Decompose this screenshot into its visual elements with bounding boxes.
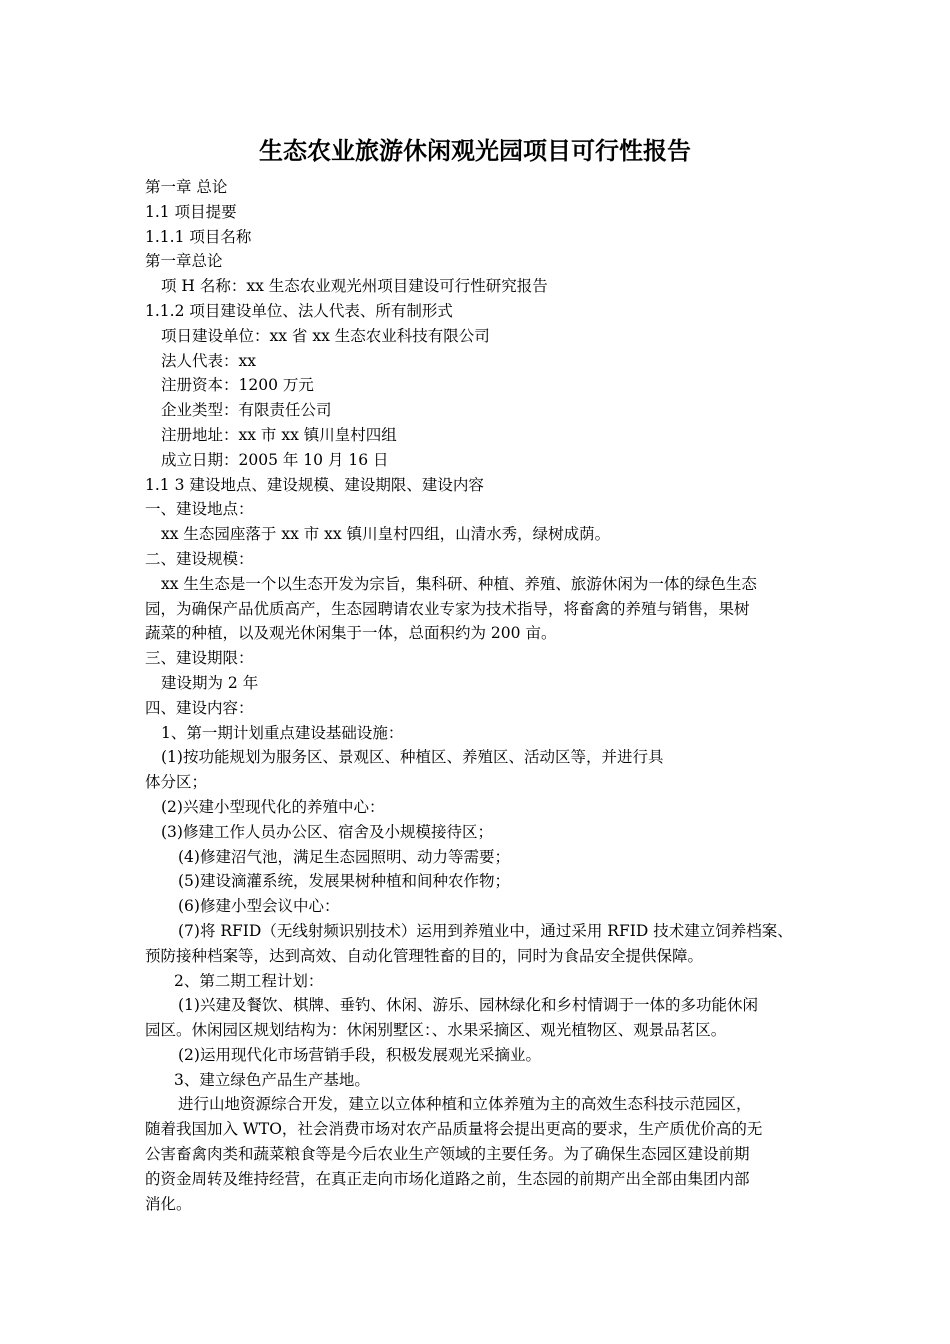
list-heading: 3、建立绿色产品生产基地。 xyxy=(174,1070,370,1089)
paragraph-line: xx 生生态是一个以生态开发为宗旨，集科研、种植、养殖、旅游休闲为一体的绿色生态 xyxy=(161,574,757,593)
subsection-heading: 1.1.1 项目名称 xyxy=(145,227,252,246)
document-title: 生态农业旅游休闲观光园项目可行性报告 xyxy=(259,136,691,165)
list-item: (7)将 RFID（无线射频识别技术）运用到养殖业中，通过采用 RFID 技术建立饲养档案、 xyxy=(178,921,793,940)
list-item: (6)修建小型会议中心： xyxy=(178,897,340,916)
project-name-line: 项 H 名称：xx 生态农业观光州项目建设可行性研究报告 xyxy=(161,277,548,296)
capital-line: 注册资本：1200 万元 xyxy=(161,376,314,395)
paragraph-line: 随着我国加入 WTO，社会消费市场对农产品质量将会提出更高的要求，生产质优价高的无 xyxy=(145,1120,763,1139)
item-heading: 四、建设内容： xyxy=(145,698,254,717)
founding-date-line: 成立日期：2005 年 10 月 16 日 xyxy=(161,450,389,469)
list-heading: 1、第一期计划重点建设基础设施： xyxy=(161,723,404,742)
item-heading: 二、建设规模： xyxy=(145,549,254,568)
paragraph-line: xx 生态园座落于 xx 市 xx 镇川皇村四组，山清水秀，绿树成荫。 xyxy=(161,525,611,544)
subsection-heading: 1.1.2 项目建设单位、法人代表、所有制形式 xyxy=(145,301,453,320)
company-type-line: 企业类型：有限责任公司 xyxy=(161,401,332,420)
list-item-continuation: 预防接种档案等，达到高效、自动化管理牲畜的目的，同时为食品安全提供保障。 xyxy=(145,946,704,965)
item-heading: 一、建设地点： xyxy=(145,500,254,519)
section-heading: 1.1 项目提要 xyxy=(145,202,237,221)
paragraph-line: 的资金周转及维持经营，在真正走向市场化道路之前，生态园的前期产出全部由集团内部 xyxy=(145,1169,750,1188)
list-item-continuation: 体分区； xyxy=(145,773,208,792)
list-item: (1)按功能规划为服务区、景观区、种植区、养殖区、活动区等，并进行具 xyxy=(161,748,664,767)
list-item: (2)运用现代化市场营销手段，积极发展观光采摘业。 xyxy=(178,1045,541,1064)
list-item-continuation: 园区。休闲园区规划结构为：休闲别墅区：、水果采摘区、观光植物区、观景品茗区。 xyxy=(145,1021,727,1040)
list-heading: 2、第二期工程计划： xyxy=(174,971,324,990)
paragraph-line: 消化。 xyxy=(145,1194,192,1213)
list-item: (3)修建工作人员办公区、宿舍及小规模接待区； xyxy=(161,822,493,841)
unit-line: 项日建设单位：xx 省 xx 生态农业科技有限公司 xyxy=(161,326,490,345)
paragraph-line: 园，为确保产品优质高产，生态园聘请农业专家为技术指导，将畜禽的养殖与销售，果树 xyxy=(145,599,750,618)
subsection-heading: 1.1 3 建设地点、建设规模、建设期限、建设内容 xyxy=(145,475,484,494)
chapter-heading: 第一章总论 xyxy=(145,252,223,271)
legal-rep-line: 法人代表：xx xyxy=(161,351,256,370)
list-item: (4)修建沼气池，满足生态园照明、动力等需要； xyxy=(178,847,510,866)
list-item: (5)建设滴灌系统，发展果树种植和间种农作物； xyxy=(178,872,510,891)
chapter-heading: 第一章 总论 xyxy=(145,178,228,196)
document-body xyxy=(145,175,825,1216)
address-line: 注册地址：xx 市 xx 镇川皇村四组 xyxy=(161,425,397,444)
paragraph-line: 建设期为 2 年 xyxy=(161,673,259,692)
paragraph-line: 公害畜禽肉类和蔬菜粮食等是今后农业生产领域的主要任务。为了确保生态园区建设前期 xyxy=(145,1145,750,1164)
item-heading: 三、建设期限： xyxy=(145,649,254,668)
list-item: (2)兴建小型现代化的养殖中心： xyxy=(161,797,385,816)
paragraph-line: 蔬菜的种植，以及观光休闲集于一体，总面积约为 200 亩。 xyxy=(145,624,557,643)
paragraph-line: 进行山地资源综合开发，建立以立体种植和立体养殖为主的高效生态科技示范园区， xyxy=(178,1095,752,1114)
list-item: (1)兴建及餐饮、棋牌、垂钓、休闲、游乐、园林绿化和乡村情调于一体的多功能休闲 xyxy=(178,996,758,1015)
